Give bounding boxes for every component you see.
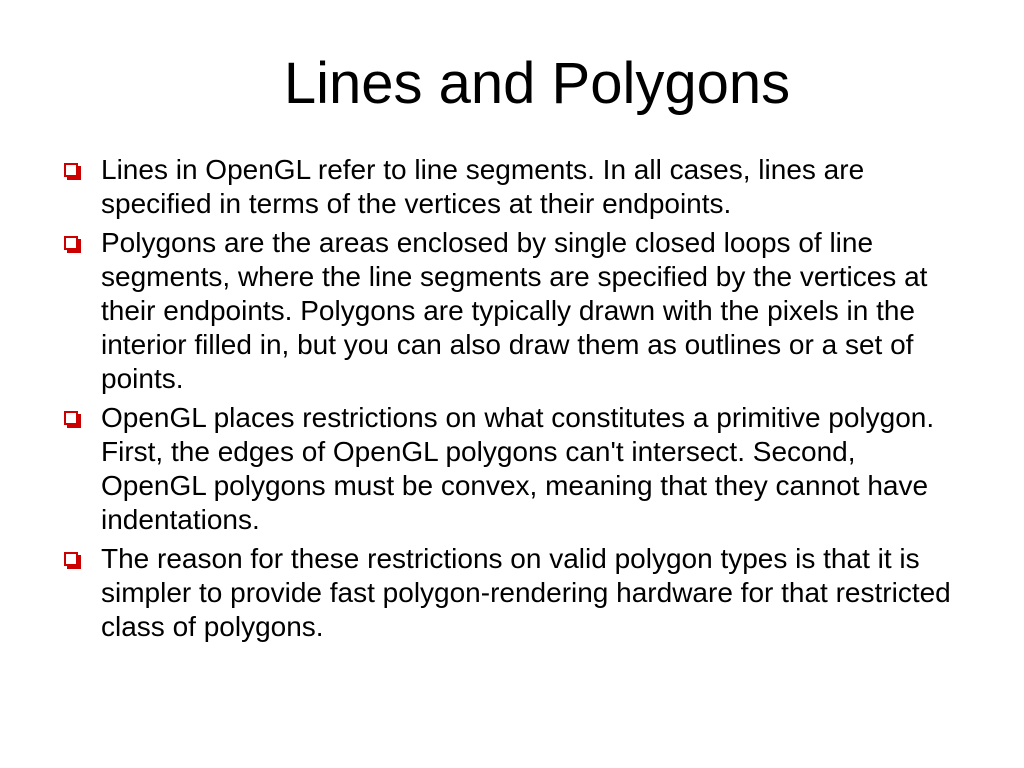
bullet-item-lines [62, 153, 962, 221]
square-bullet-icon [64, 411, 78, 425]
square-bullet-icon [64, 552, 78, 566]
bullet-list [62, 153, 962, 649]
bullet-item-restrictions [62, 401, 962, 537]
slide-title: Lines and Polygons [283, 51, 791, 116]
bullet-text: OpenGL places restrictions on what constitutes a primitive polygon. First, the edges of OpenGL polygons can't intersect. Second, OpenGL polygons must be convex, meaning that they cannot have indentations. [101, 402, 935, 535]
bullet-text: The reason for these restrictions on valid polygon types is that it is simpler to provide fast polygon-rendering hardware for that restricted class of polygons. [101, 543, 951, 642]
square-bullet-icon [64, 163, 78, 177]
bullet-text: Polygons are the areas enclosed by single closed loops of line segments, where the line segments are specified by the vertices at their endpoints. Polygons are typically drawn with the pixels in the interior filled in, but you can also draw them as outlines or a set of points. [101, 227, 928, 394]
bullet-text: Lines in OpenGL refer to line segments. In all cases, lines are specified in terms of the vertices at their endpoints. [101, 154, 865, 219]
square-bullet-icon [64, 236, 78, 250]
bullet-item-polygons [62, 226, 962, 396]
bullet-item-reason [62, 542, 962, 644]
